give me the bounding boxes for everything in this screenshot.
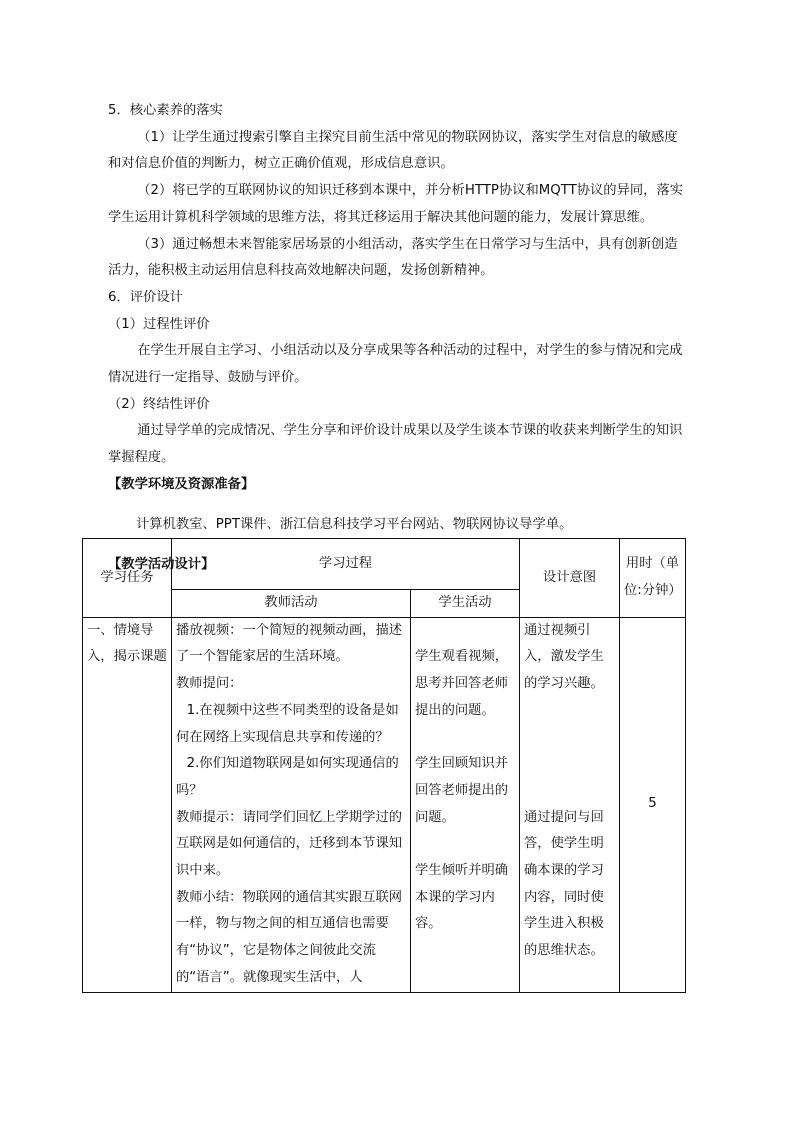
row1-task: 一、情境导入，揭示课题 (83, 617, 172, 992)
final-eval-text: 通过导学单的完成情况、学生分享和评价设计成果以及学生谈本节课的收获来判断学生的知识掌握程度。 (108, 423, 683, 466)
teacher-line-6: 教师小结：物联网的通信其实跟互联网一样，物与物之间的相互通信也需要有“协议”，它是物体之间彼此交流的“语言”。就像现实生活中，人 (176, 889, 403, 985)
intent-line-1: 通过视频引入，激发学生的学习兴趣。 (524, 622, 604, 692)
header-student: 学生活动 (411, 590, 520, 618)
teacher-line-3: 1.在视频中这些不同类型的设备是如何在网络上实现信息共享和传递的？ (176, 702, 399, 745)
header-task: 学习任务 (83, 539, 172, 618)
row1-intent (520, 617, 620, 992)
table-row (83, 617, 686, 992)
activity-table (82, 538, 686, 993)
section5-item-1: （1）让学生通过搜索引擎自主探究目前生活中常见的物联网协议，落实学生对信息的敏感度和对信息价值的判断力，树立正确价值观，形成信息意识。 (108, 129, 678, 172)
header-teacher: 教师活动 (172, 590, 411, 618)
student-line-3: 学生倾听并明确本课的学习内容。 (415, 862, 509, 932)
header-time: 用时（单位:分钟） (620, 539, 686, 618)
section5-heading: 5．核心素养的落实 (108, 103, 223, 118)
section6-heading: 6．评价设计 (108, 289, 183, 305)
intent-line-2: 通过提问与回答，使学生明确本课的学习内容，同时使学生进入积极的思维状态。 (524, 809, 604, 959)
header-row-1 (83, 539, 686, 590)
section5-item-2: （2）将已学的互联网协议的知识迁移到本课中，并分析HTTP协议和MQTT协议的异同，落实学生运用计算机科学领域的思维方法，将其迁移运用于解决其他问题的能力，发展计算思维。 (108, 183, 684, 225)
process-eval-title: （1）过程性评价 (108, 316, 210, 332)
row1-teacher (172, 617, 411, 992)
teacher-line-5: 教师提示：请同学们回忆上学期学过的互联网是如何通信的，迁移到本节课知识中来。 (176, 809, 403, 879)
student-line-1: 学生观看视频，思考并回答老师提出的问题。 (415, 649, 509, 718)
resources-heading: 【教学环境及资源准备】 (108, 476, 255, 492)
teacher-line-2: 教师提问： (176, 676, 243, 692)
resources-text: 计算机教室、PPT课件、浙江信息科技学习平台网站、物联网协议导学单。 (136, 516, 573, 532)
final-eval-title: （2）终结性评价 (108, 396, 210, 412)
student-line-2: 学生回顾知识并回答老师提出的问题。 (415, 756, 509, 825)
teacher-line-4: 2.你们知道物联网是如何实现通信的吗？ (176, 756, 399, 798)
activity-heading: 【教学活动设计】 (108, 556, 215, 572)
teacher-line-1: 播放视频：一个简短的视频动画，描述了一个智能家居的生活环境。 (176, 622, 403, 665)
section5-item-3: （3）通过畅想未来智能家居场景的小组活动，落实学生在日常学习与生活中，具有创新创造活力，能积极主动运用信息科技高效地解决问题，发扬创新精神。 (108, 236, 678, 279)
header-intent: 设计意图 (520, 539, 620, 618)
row1-student (411, 617, 520, 992)
row1-time: 5 (620, 617, 686, 992)
document-body (108, 98, 690, 579)
process-eval-text: 在学生开展自主学习、小组活动以及分享成果等各种活动的过程中，对学生的参与情况和完成情况进行一定指导、鼓励与评价。 (108, 343, 683, 386)
header-process: 学习过程 (172, 539, 520, 590)
